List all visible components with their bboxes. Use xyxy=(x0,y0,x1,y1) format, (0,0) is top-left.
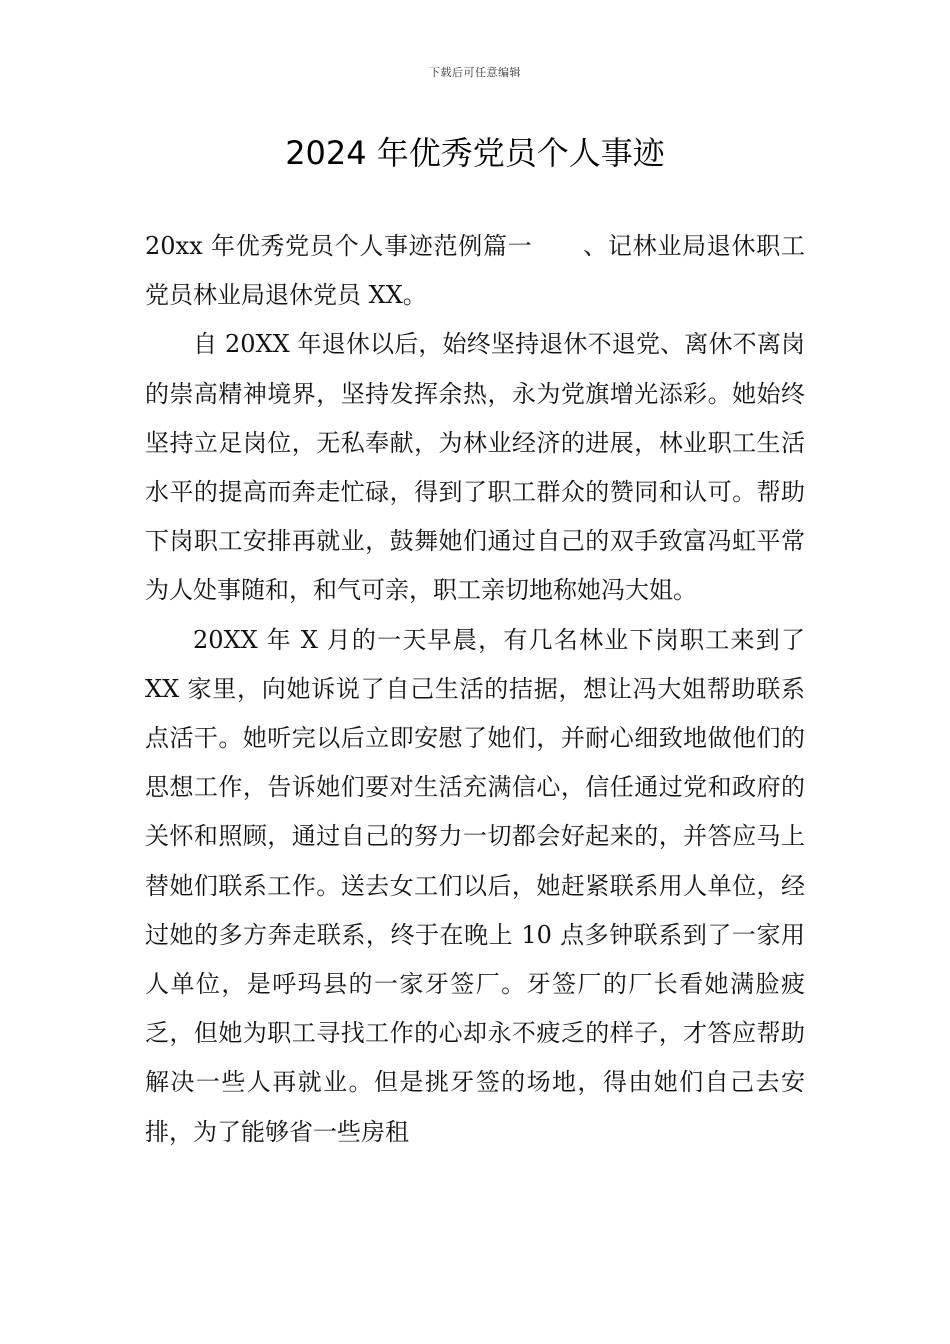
body-paragraph-1: 自 20XX 年退休以后，始终坚持退休不退党、离休不离岗的崇高精神境界，坚持发挥余热，永为党旗增光添彩。她始终坚持立足岗位，无私奉献，为林业经济的进展，林业职工生活水平的提高而奔走忙碌，得到了职工群众的赞同和认可。帮助下岗职工安排再就业，鼓舞她们通过自己的双手致富冯虹平常为人处事随和，和气可亲，职工亲切地称她冯大姐。 xyxy=(145,330,805,605)
intro-text-part1: 20xx 年优秀党员个人事迹范例篇一 xyxy=(145,232,533,260)
body-paragraph-2: 20XX 年 X 月的一天早晨，有几名林业下岗职工来到了 XX 家里，向她诉说了自己生活的拮据，想让冯大姐帮助联系点活干。她听完以后立即安慰了她们，并耐心细致地做他们的思想工作，告诉她们要对生活充满信心，信任通过党和政府的关怀和照顾，通过自己的努力一切都会好起来的，并答应马上替她们联系工作。送去女工们以后，她赶紧联系用人单位，经过她的多方奔走联系，终于在晚上 10 点多钟联系到了一家用人单位，是呼玛县的一家牙签厂。牙签厂的厂长看她满脸疲乏，但她为职工寻找工作的心却永不疲乏的样子，才答应帮助解决一些人再就业。但是挑牙签的场地，得由她们自己去安排，为了能够省一些房租 xyxy=(145,625,805,1146)
header-note: 下载后可任意编辑 xyxy=(429,66,521,79)
document-body xyxy=(145,222,805,1157)
intro-paragraph xyxy=(145,222,805,320)
document-title: 2024 年优秀党员个人事迹 xyxy=(285,134,665,172)
intro-text-part2: 、记林业局退休职工党员林业局退休党员 XX。 xyxy=(145,232,805,310)
